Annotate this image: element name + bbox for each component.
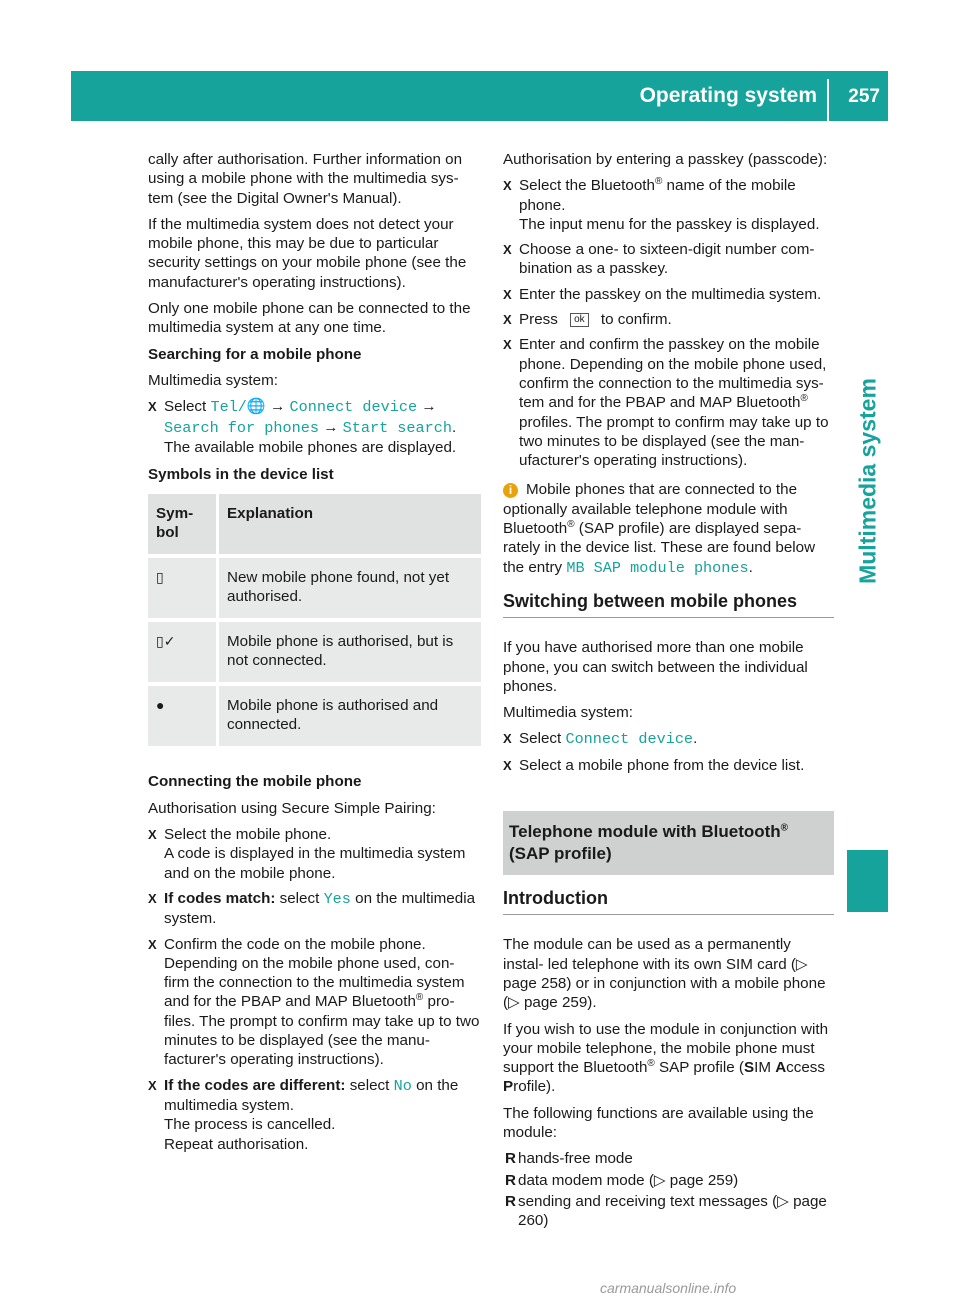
info-note: i Mobile phones that are connected to the optionally available telephone module with Bluetooth® (SAP profile) are displayed sepa- rately in the device list. These are found below the entry MB SAP module phones. [503, 481, 816, 577]
paragraph: Only one mobile phone can be connected to the multimedia system at any one time. [148, 300, 471, 337]
table-cell: Mobile phone is authorised and connected. [218, 684, 482, 748]
step-choose-passkey: X Choose a one- to sixteen-digit number com- bination as a passkey. [503, 241, 815, 278]
menu-no[interactable]: No [393, 1076, 412, 1095]
symbols-table [148, 494, 481, 750]
menu-connect-device[interactable]: Connect device [565, 730, 694, 749]
table-header: Sym- bol [148, 494, 218, 556]
info-icon: i [503, 483, 518, 498]
heading-introduction: Introduction [503, 889, 834, 915]
menu-search-for-phones[interactable]: Search for phones [164, 418, 319, 437]
table-cell: New mobile phone found, not yet authorised. [218, 556, 482, 620]
step-arrow-icon: X [503, 757, 512, 773]
menu-connect-device[interactable]: Connect device [289, 398, 418, 417]
step-press-ok: X Press ok to confirm. [503, 311, 672, 329]
step-confirm-passkey: X Enter and confirm the passkey on the mobile phone. Depending on the mobile phone used, confirm the connection to the multimedia sys- tem and for the PBAP and MAP Bluetooth® profiles. The prompt to confirm may take up to two minutes to be displayed (see the man- ufacturer's operating instructions). [503, 336, 829, 470]
list-item: R hands-free mode [505, 1150, 633, 1168]
header-bar [71, 71, 888, 121]
heading-switching: Switching between mobile phones [503, 592, 834, 618]
section-title: Operating system [639, 84, 817, 107]
step-arrow-icon: X [148, 827, 157, 843]
step-arrow-icon: X [503, 337, 512, 353]
side-tab-marker [847, 850, 888, 912]
step-codes-different: X If the codes are different: select No on the multimedia system. The process is cancelled. Repeat authorisation. [148, 1076, 459, 1153]
step-select-phone: X Select the mobile phone. A code is displayed in the multimedia system and on the mobile phone. [148, 826, 466, 882]
label-passkey: Authorisation by entering a passkey (passcode): [503, 151, 828, 168]
step-arrow-icon: X [148, 890, 157, 906]
menu-start-search[interactable]: Start search [342, 418, 452, 437]
page-number: 257 [848, 86, 880, 107]
menu-yes[interactable]: Yes [323, 889, 351, 908]
heading-symbols: Symbols in the device list [148, 466, 334, 484]
left-column [148, 150, 481, 1160]
menu-mb-sap-module-phones[interactable]: MB SAP module phones [566, 558, 749, 577]
paragraph: The following functions are available using the module: [503, 1104, 814, 1141]
step-arrow-icon: X [503, 242, 512, 258]
step-arrow-icon: X [503, 731, 512, 747]
step-result: The available mobile phones are displayed. [164, 438, 457, 456]
step-confirm-code: X Confirm the code on the mobile phone. Depending on the mobile phone used, con- firm the connection to the multimedia system and for the PBAP and MAP Bluetooth® pro- files. The prompt to confirm may take up to two minutes to be displayed (see the manu- facturer's operating instructions). [148, 935, 480, 1069]
step-arrow-icon: X [148, 936, 157, 952]
table-header-row [148, 494, 481, 556]
step-codes-match: X If codes match: select Yes on the multimedia system. [148, 889, 476, 928]
paragraph: cally after authorisation. Further information on using a mobile phone with the multimedia sys- tem (see the Digital Owner's Manual). [148, 151, 463, 207]
label-ssp: Authorisation using Secure Simple Pairing: [148, 799, 436, 817]
step-select-from-list: X Select a mobile phone from the device list. [503, 756, 805, 774]
step-arrow-icon: X [148, 1077, 157, 1093]
menu-tel[interactable]: Tel/ [210, 398, 247, 417]
label-multimedia: Multimedia system: [148, 371, 278, 389]
table-row [148, 556, 481, 620]
table-row [148, 620, 481, 684]
side-tab [847, 283, 888, 678]
phone-new-icon: ▯ [148, 556, 218, 620]
table-cell: Mobile phone is authorised, but is not connected. [218, 620, 482, 684]
step-arrow-icon: X [503, 312, 512, 328]
step-arrow-icon: X [503, 178, 512, 194]
label-multimedia: Multimedia system: [503, 704, 633, 722]
side-tab-label: Multimedia system [854, 377, 880, 584]
step-select-bluetooth-name: X Select the Bluetooth® name of the mobile phone. The input menu for the passkey is displayed. [503, 176, 820, 233]
step-select-connect-device: X Select Connect device. [503, 730, 698, 749]
step-arrow-icon: X [503, 286, 512, 302]
heading-telephone-module: Telephone module with Bluetooth® (SAP profile) [503, 811, 834, 875]
ok-button-icon: ok [570, 313, 589, 327]
bullet-icon: R [505, 1192, 516, 1210]
paragraph: If you have authorised more than one mobile phone, you can switch between the individual phones. [503, 639, 808, 695]
phone-authorised-icon: ▯✓ [148, 620, 218, 684]
bullet-icon: R [505, 1171, 516, 1189]
step-enter-passkey: X Enter the passkey on the multimedia system. [503, 285, 822, 303]
right-column [503, 150, 834, 1232]
globe-icon: 🌐 [246, 398, 266, 417]
paragraph: If the multimedia system does not detect your mobile phone, this may be due to particular security settings on your mobile phone (see the manufacturer's operating instructions). [148, 215, 467, 291]
watermark: carmanualsonline.info [600, 1280, 737, 1296]
list-item: R sending and receiving text messages (▷ page 260) [505, 1192, 827, 1230]
heading-searching: Searching for a mobile phone [148, 345, 362, 363]
header-separator [827, 79, 829, 121]
list-item: R data modem mode (▷ page 259) [505, 1171, 739, 1189]
step-select-tel: X Select Tel/🌐 → Connect device → Search for phones → Start search. The available mobile phones are displayed. [148, 398, 457, 456]
phone-connected-icon: ● [148, 684, 218, 748]
table-row [148, 684, 481, 748]
bullet-icon: R [505, 1150, 516, 1168]
paragraph: If you wish to use the module in conjunction with your mobile telephone, the mobile phone must support the Bluetooth® SAP profile (SIM Access Profile). [503, 1020, 829, 1096]
table-header: Explanation [218, 494, 482, 556]
step-arrow-icon: X [148, 399, 157, 415]
heading-connecting: Connecting the mobile phone [148, 773, 362, 791]
paragraph: The module can be used as a permanently instal- led telephone with its own SIM card (▷ page 258) or in conjunction with a mobile phone (▷ page 259). [503, 936, 826, 1012]
